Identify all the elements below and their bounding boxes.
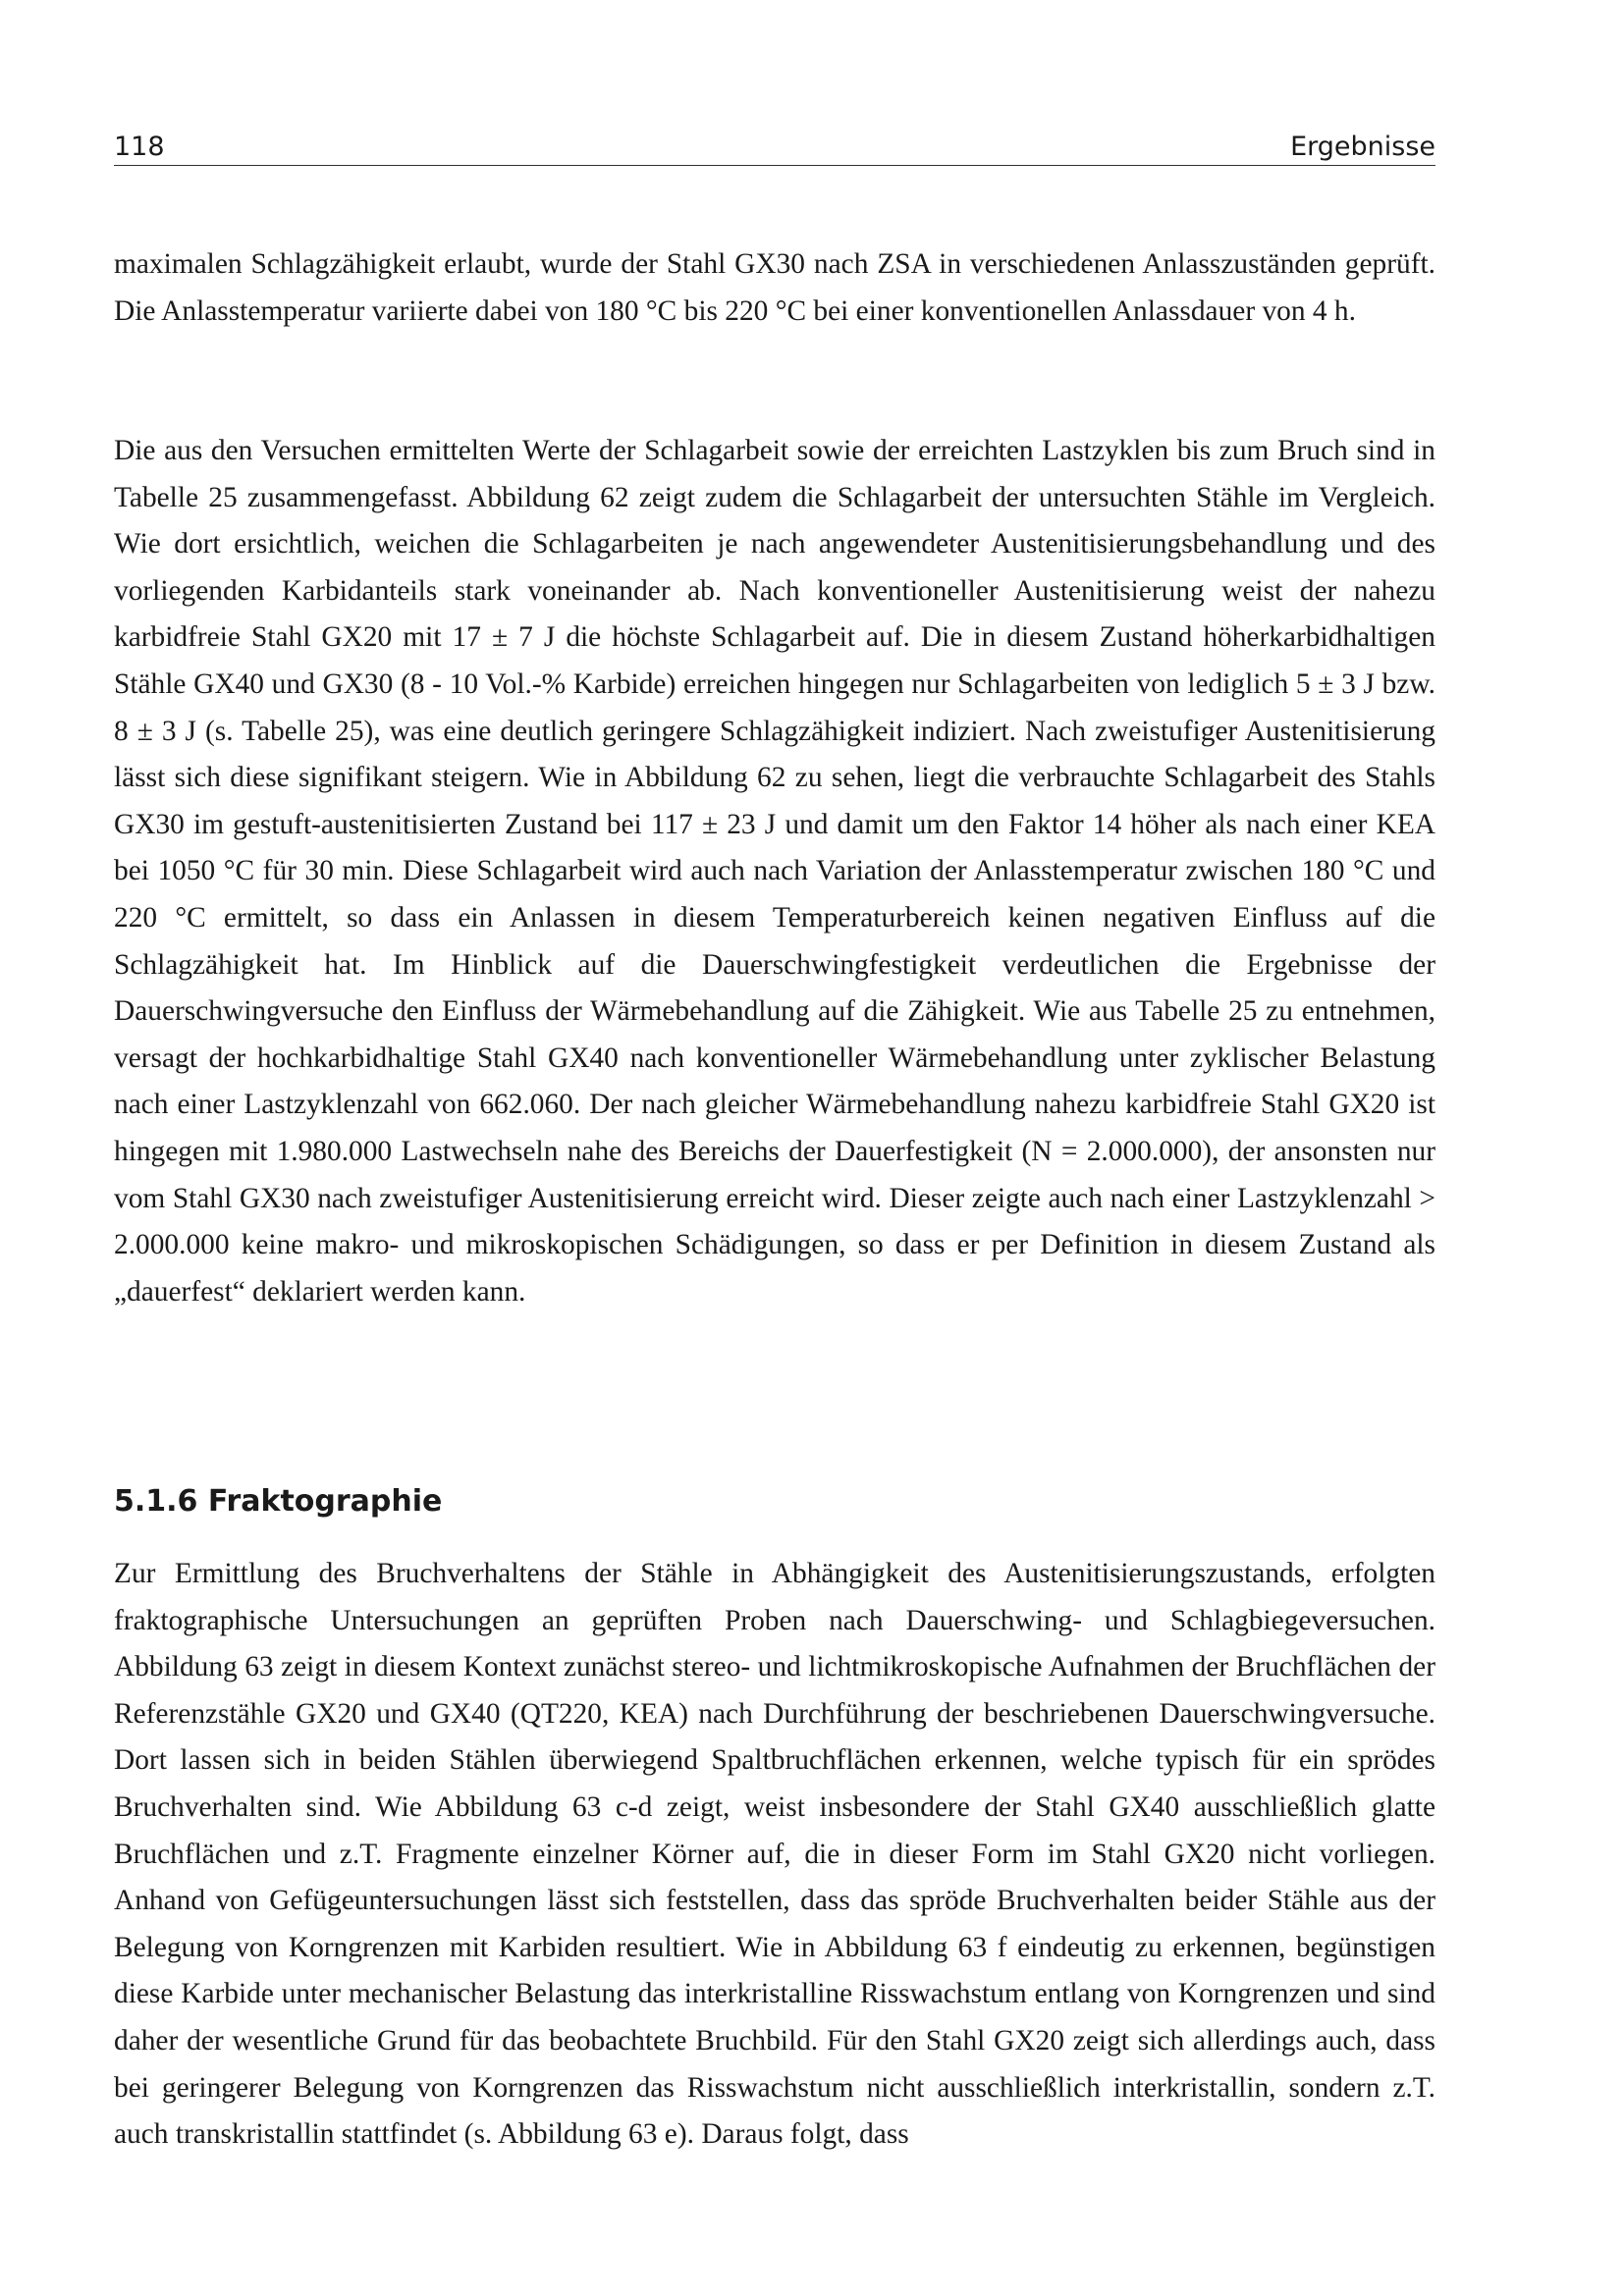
section-number: 5.1.6 <box>114 1484 198 1519</box>
paragraph-fractography <box>114 1551 1435 2159</box>
running-header <box>114 129 1435 166</box>
paragraph-text: Zur Ermittlung des Bruchverhaltens der Stähle in Abhängigkeit des Austenitisierungszustands, erfolgten fraktographische Untersuchungen an geprüften Proben nach Dauerschwing- und Schlagbiegeversuchen. Abbildung 63 zeigt in diesem Kontext zunächst stereo- und lichtmikroskopische Aufnahmen der Bruchflächen der Referenzstähle GX20 und GX40 (QT220, KEA) nach Durchführung der beschriebenen Dauerschwingversuche. Dort lassen sich in beiden Stählen überwiegend Spaltbruchflächen erkennen, welche typisch für ein sprödes Bruchverhalten sind. Wie Abbildung 63 c-d zeigt, weist insbesondere der Stahl GX40 ausschließlich glatte Bruchflächen und z.T. Fragmente einzelner Körner auf, die in dieser Form im Stahl GX20 nicht vorliegen. Anhand von Gefügeuntersuchungen lässt sich feststellen, dass das spröde Bruchverhalten beider Stähle aus der Belegung von Korngrenzen mit Karbiden resultiert. Wie in Abbildung 63 f eindeutig zu erkennen, begünstigen diese Karbide unter mechanischer Belastung das interkristalline Risswachstum entlang von Korngrenzen und sind daher der wesentliche Grund für das beobachtete Bruchbild. Für den Stahl GX20 zeigt sich allerdings auch, dass bei geringerer Belegung von Korngrenzen das Risswachstum nicht ausschließlich interkristallin, sondern z.T. auch transkristallin stattfindet (s. Abbildung 63 e). Daraus folgt, dass <box>114 1558 1435 2151</box>
chapter-title: Ergebnisse <box>1290 132 1435 162</box>
section-heading <box>114 1482 1435 1522</box>
paragraph-text: Die aus den Versuchen ermittelten Werte der Schlagarbeit sowie der erreichten Lastzyklen bis zum Bruch sind in Tabelle 25 zusammengefasst. Abbildung 62 zeigt zudem die Schlagarbeit der untersuchten Stähle im Vergleich. Wie dort ersichtlich, weichen die Schlagarbeiten je nach angewendeter Austenitisierungsbehandlung und des vorliegenden Karbidanteils stark voneinander ab. Nach konventioneller Austenitisierung weist der nahezu karbidfreie Stahl GX20 mit 17 ± 7 J die höchste Schlagarbeit auf. Die in diesem Zustand höherkarbidhaltigen Stähle GX40 und GX30 (8 - 10 Vol.-% Karbide) erreichen hingegen nur Schlagarbeiten von lediglich 5 ± 3 J bzw. 8 ± 3 J (s. Tabelle 25), was eine deutlich geringere Schlagzähigkeit indiziert. Nach zweistufiger Austenitisierung lässt sich diese signifikant steigern. Wie in Abbildung 62 zu sehen, liegt die verbrauchte Schlagarbeit des Stahls GX30 im gestuft-austenitisierten Zustand bei 117 ± 23 J und damit um den Faktor 14 höher als nach einer KEA bei 1050 °C für 30 min. Diese Schlagarbeit wird auch nach Variation der Anlasstemperatur zwischen 180 °C und 220 °C ermittelt, so dass ein Anlassen in diesem Temperaturbereich keinen negativen Einfluss auf die Schlagzähigkeit hat. Im Hinblick auf die Dauerschwingfestigkeit verdeutlichen die Ergebnisse der Dauerschwingversuche den Einfluss der Wärmebehandlung auf die Zähigkeit. Wie aus Tabelle 25 zu entnehmen, versagt der hochkarbidhaltige Stahl GX40 nach konventioneller Wärmebehandlung unter zyklischer Belastung nach einer Lastzyklenzahl von 662.060. Der nach gleicher Wärmebehandlung nahezu karbidfreie Stahl GX20 ist hingegen mit 1.980.000 Lastwechseln nahe des Bereichs der Dauerfestigkeit (N = 2.000.000), der ansonsten nur vom Stahl GX30 nach zweistufiger Austenitisierung erreicht wird. Dieser zeigte auch nach einer Lastzyklenzahl > 2.000.000 keine makro- und mikroskopischen Schädigungen, so dass er per Definition in diesem Zustand als „dauerfest“ deklariert werden kann. <box>114 435 1435 1308</box>
paragraph-text: maximalen Schlagzähigkeit erlaubt, wurde der Stahl GX30 nach ZSA in verschiedenen Anlasszuständen geprüft. Die Anlasstemperatur variierte dabei von 180 °C bis 220 °C bei einer konventionellen Anlassdauer von 4 h. <box>114 248 1435 327</box>
section-title: Fraktographie <box>207 1484 443 1519</box>
page-number: 118 <box>114 132 165 162</box>
document-page <box>114 0 1435 2296</box>
paragraph-annealing-tests <box>114 241 1435 335</box>
paragraph-impact-energy-results <box>114 428 1435 1315</box>
